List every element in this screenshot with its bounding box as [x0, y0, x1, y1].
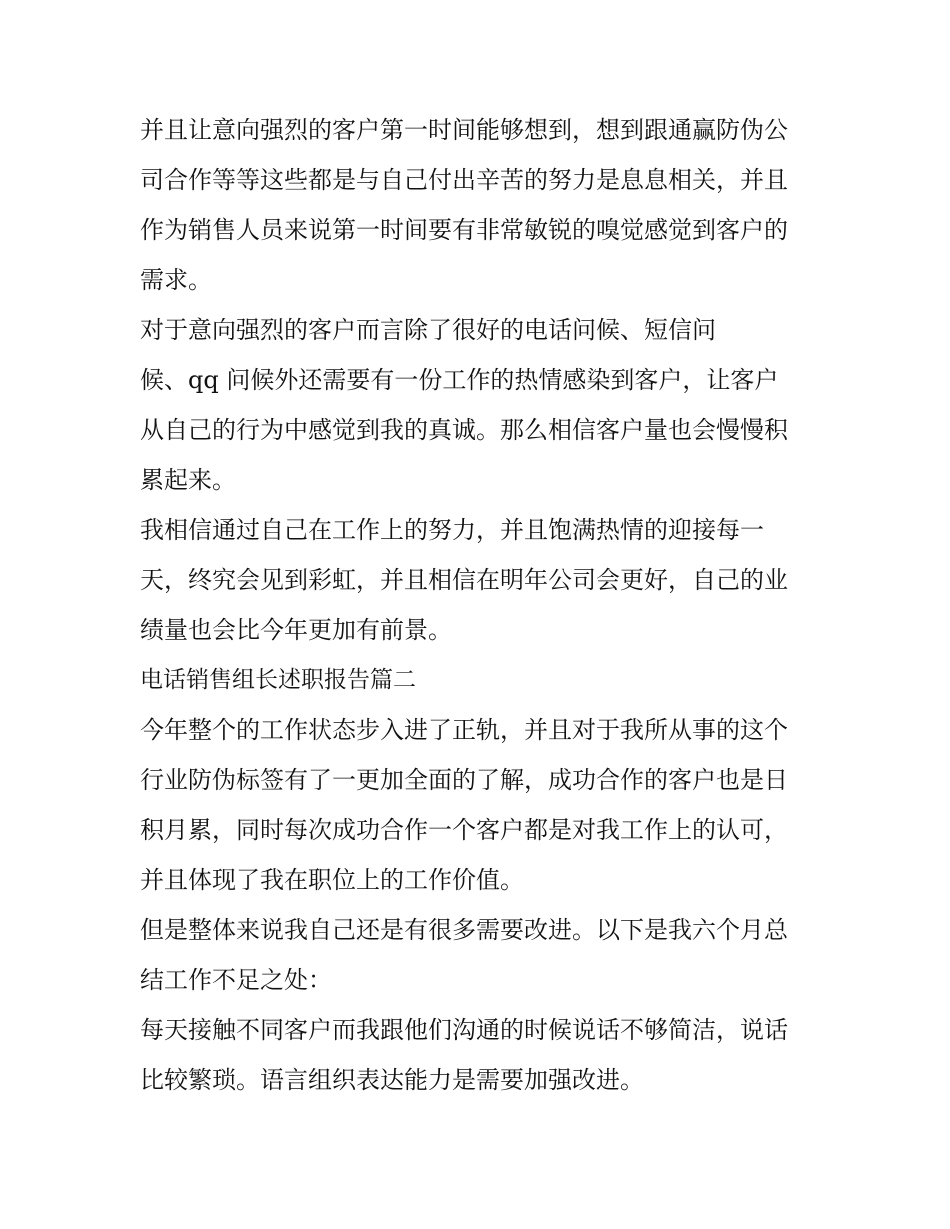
text-line: 并且让意向强烈的客户第一时间能够想到，想到跟通赢防伪公 [140, 116, 788, 144]
section-heading: 电话销售组长述职报告篇二 [140, 667, 416, 693]
text-line: 对于意向强烈的客户而言除了很好的电话问候、短信问 [140, 316, 716, 344]
text-line: 每天接触不同客户而我跟他们沟通的时候说话不够简洁，说话 [140, 1016, 788, 1044]
text-line: 从自己的行为中感觉到我的真诚。那么相信客户量也会慢慢积 [140, 416, 788, 444]
text-line: 今年整个的工作状态步入进了正轨，并且对于我所从事的这个 [140, 716, 788, 744]
text-line: 并且体现了我在职位上的工作价值。 [140, 866, 524, 894]
text-line: 作为销售人员来说第一时间要有非常敏锐的嗅觉感觉到客户的 [140, 216, 788, 244]
text-line: 天，终究会见到彩虹，并且相信在明年公司会更好，自己的业 [140, 566, 788, 594]
text-line: 但是整体来说我自己还是有很多需要改进。以下是我六个月总 [140, 916, 788, 944]
text-line: 累起来。 [140, 466, 236, 494]
text-line: 绩量也会比今年更加有前景。 [140, 616, 452, 644]
text-line: 我相信通过自己在工作上的努力，并且饱满热情的迎接每一 [140, 516, 764, 544]
document-body [140, 105, 820, 1105]
text-line: 司合作等等这些都是与自己付出辛苦的努力是息息相关，并且 [140, 166, 788, 194]
text-line: 行业防伪标签有了一更加全面的了解，成功合作的客户也是日 [140, 766, 788, 794]
text-line: 结工作不足之处： [140, 966, 332, 994]
text-line: 候、qq 问候外还需要有一份工作的热情感染到客户，让客户 [140, 366, 779, 394]
text-line: 需求。 [140, 266, 212, 294]
text-line: 积月累，同时每次成功合作一个客户都是对我工作上的认可， [140, 816, 788, 844]
text-line: 比较繁琐。语言组织表达能力是需要加强改进。 [140, 1066, 644, 1094]
